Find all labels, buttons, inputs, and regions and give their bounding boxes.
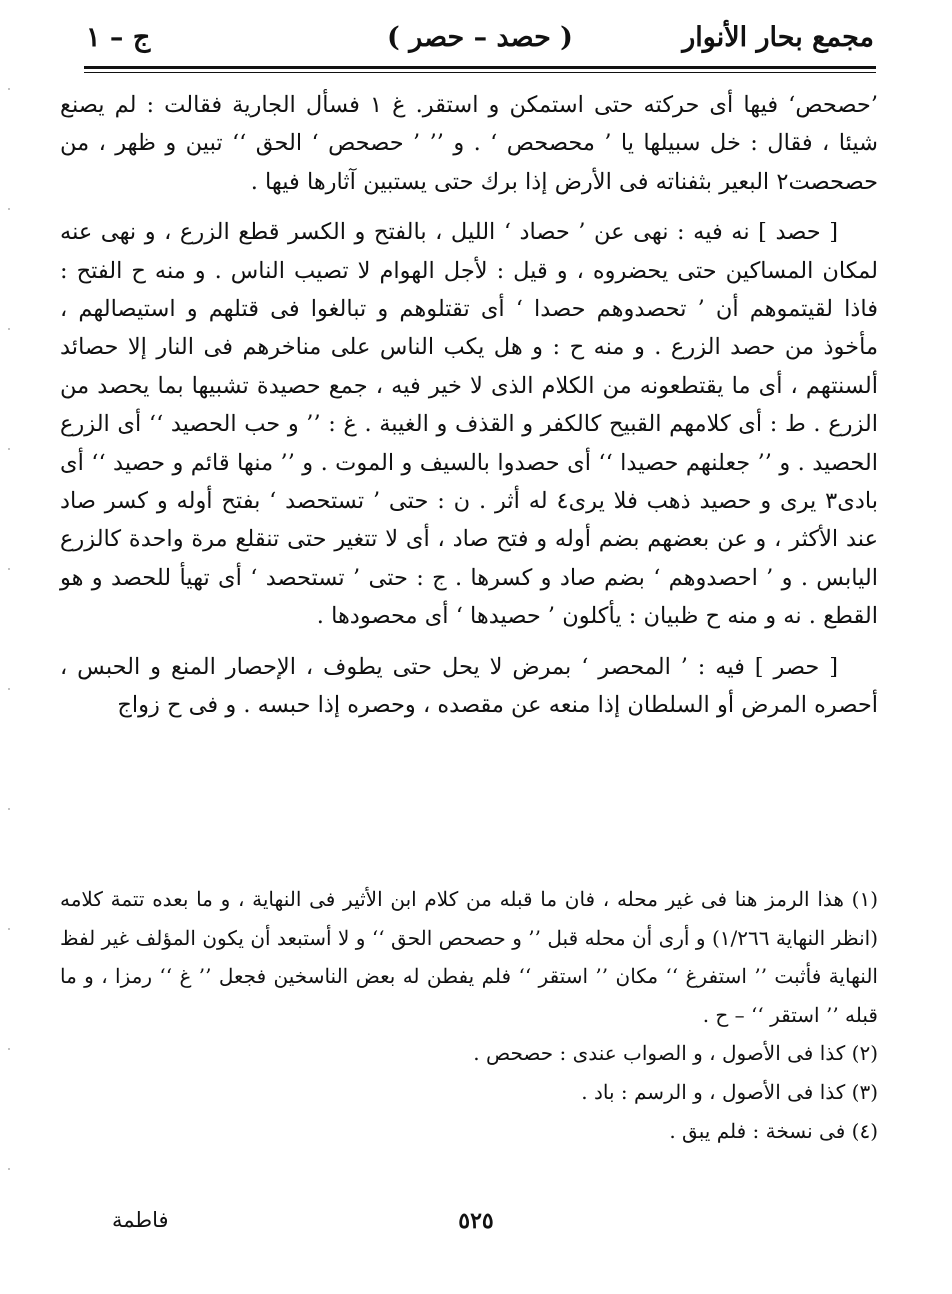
footnote-2: (٢) كذا فى الأصول ، و الصواب عندى : حصحص . [473, 1041, 878, 1066]
paragraph-hasd: [ حصد ] نه فيه : نهى عن ’ حصاد ‘ الليل ، بالفتح و الكسر قطع الزرع ، و نهى عنه لمكان المساكين حتى يحضروه ، و قيل : لأجل الهوام لا تصيب الناس . و منه ح الفتح : فاذا لقيتموهم أن ’ تحصدوهم حصدا ‘ أى تقتلوهم و تبالغوا فى قتلهم و استيصالهم ، مأخوذ من حصد الزرع . و منه ح : و هل يكب الناس على مناخرهم فى النار إلا حصائد ألسنتهم ، أى ما يقتطعونه من الكلام الذى لا خير فيه ، جمع حصيدة تشبيها بما يحصد من الزرع . ط : أى كلامهم القبيح كالكفر و القذف و الغيبة . غ : ’’ و حب الحصيد ‘‘ أى الزرع الحصيد . و ’’ جعلنهم حصيدا ‘‘ أى حصدوا بالسيف و الموت . و ’’ منها قائم و حصيد ‘‘ أى بادى٣ يرى و حصيد ذهب فلا يرى٤ له أثر . ن : حتى ’ تستحصد ‘ بفتح أوله و كسر صاد عند الأكثر ، و عن بعضهم بضم أوله و فتح صاد ، أى لا تتغير حتى تنقلع مرة واحدة كالزرع اليابس . و ’ احصدوهم ‘ بضم صاد و كسرها . ج : حتى ’ تستحصد ‘ أى تهيأ للحصد و هو القطع . نه و منه ح ظبيان : يأكلون ’ حصيدها ‘ أى محصودها . [60, 219, 878, 630]
main-text [60, 86, 878, 725]
footnote-4: (٤) فى نسخة : فلم يبق . [669, 1118, 878, 1143]
volume-number: ج – ١ [86, 22, 151, 53]
footnote-1: (١) هذا الرمز هنا فى غير محله ، فان ما قبله من كلام ابن الأثير فى النهاية ، و ما بعده تتمة كلامه (انظر النهاية ١/٢٦٦) و أرى أن محله قبل ’’ و حصحص الحق ‘‘ و لا أستبعد أن يكون المؤلف غير لفظ النهاية فأثبت ’’ استفرغ ‘‘ مكان ’’ استقر ‘‘ فلم يفطن له بعض الناسخين فجعل ’’ غ ‘‘ رمزا ، و ما قبله ’’ استقر ‘‘ – ح . [60, 887, 879, 1027]
scan-edge-marks [8, 88, 10, 1208]
section-heading: ( حصد – حصر ) [387, 22, 573, 53]
paragraph-hasr: [ حصر ] فيه : ’ المحصر ‘ بمرض لا يحل حتى يطوف ، الإحصار المنع و الحبس ، أحصره المرض أو السلطان إذا منعه عن مقصده ، وحصره إذا حبسه . و فى ح زواج [60, 653, 878, 719]
book-title: مجمع بحار الأنوار [682, 22, 874, 53]
header-rule-thick [84, 66, 876, 69]
footnotes [60, 880, 878, 1150]
running-header [86, 18, 874, 64]
page-number: ٥٢٥ [458, 1208, 494, 1234]
paragraph-hashas: ’حصحص‘ فيها أى حركته حتى استمكن و استقر. غ ١ فسأل الجارية فقالت : لم يصنع شيئا ، فقال : خل سبيلها يا ’ محصحص ‘ . و ’’ ’ حصحص ‘ الحق ‘‘ تبين و ظهر ، من حصحصت٢ البعير بثفناته فى الأرض إذا برك حتى يستبين آثارها فيها . [60, 92, 878, 195]
header-rule-thin [84, 72, 876, 73]
footnote-3: (٣) كذا فى الأصول ، و الرسم : باد . [581, 1079, 878, 1104]
scribe-name: فاطمة [112, 1208, 169, 1232]
